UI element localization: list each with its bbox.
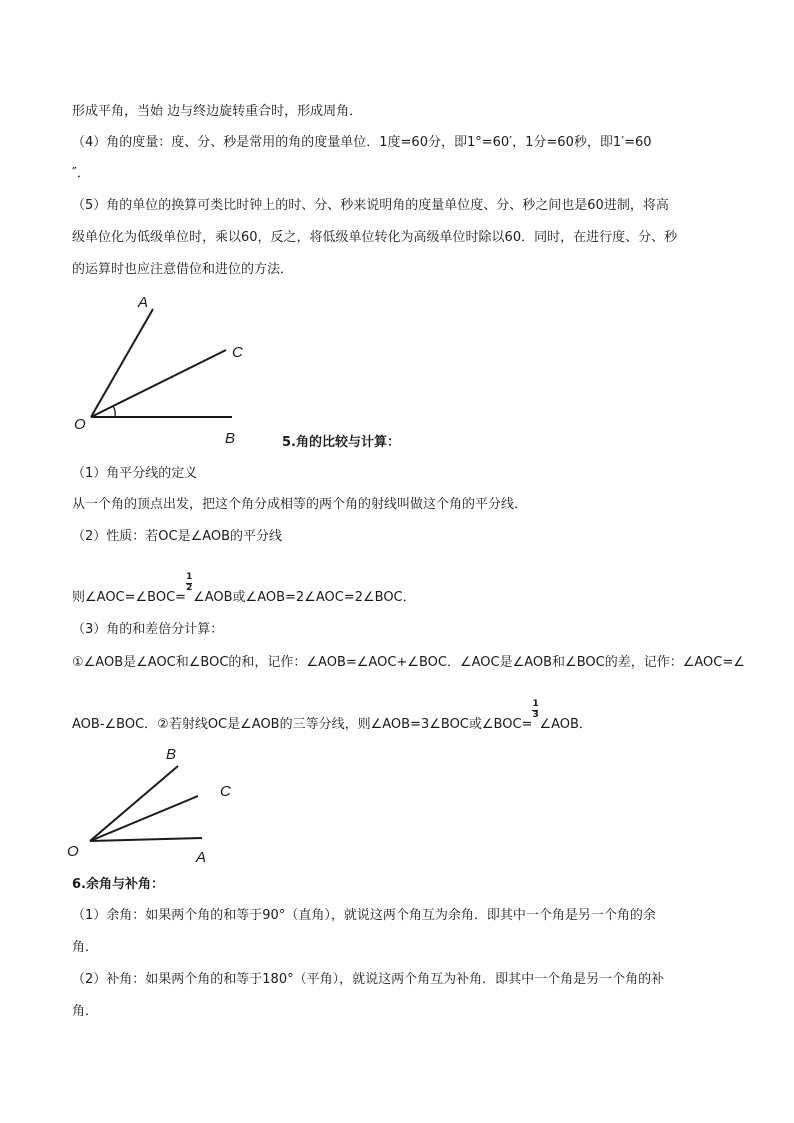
angle-figure-2 xyxy=(67,738,270,868)
angle-figure-1 xyxy=(70,285,270,450)
label-b: B xyxy=(166,746,177,763)
text-line-degree-measure: （4）角的度量：度、分、秒是常用的角的度量单位．1度=60分，即1°=60′，1分=60秒，即1′=60 xyxy=(72,135,652,150)
text-line-bisector-desc: 从一个角的顶点出发，把这个角分成相等的两个角的射线叫做这个角的平分线． xyxy=(72,497,528,512)
label-c: C xyxy=(220,783,231,800)
label-o: O xyxy=(67,843,79,860)
ray-ob xyxy=(90,766,178,841)
section-heading-5: 5.角的比较与计算： xyxy=(282,435,400,450)
text-line-bisector-def: （1）角平分线的定义 xyxy=(72,466,198,481)
text-line-5: 级单位化为低级单位时，乘以60，反之，将低级单位转化为高级单位时除以60．同时，在进行度、分、秒 xyxy=(72,230,678,245)
text-line-bisector-formula: 则∠AOC=∠BOC= $\frac{1}{2}$ ∠AOB或∠AOB=2∠AOC=2∠BOC． xyxy=(72,572,416,605)
text-line-15: 角． xyxy=(72,940,99,955)
text-line-unit-conversion: （5）角的单位的换算可类比时钟上的时、分、秒来说明角的度量单位度、分、秒之间也是60进制，将高 xyxy=(72,198,669,213)
label-o: O xyxy=(74,416,86,433)
label-c: C xyxy=(232,344,243,361)
text-line-supplementary: （2）补角：如果两个角的和等于180°（平角），就说这两个角互为补角．即其中一个角是另一个角的补 xyxy=(72,972,665,987)
text-line-sum-diff-1: ①∠AOB是∠AOC和∠BOC的和，记作：∠AOB=∠AOC+∠BOC．∠AOC是∠AOB和∠BOC的差，记作：∠AOC=∠ xyxy=(72,655,745,670)
text-line-property: （2）性质：若OC是∠AOB的平分线 xyxy=(72,529,283,544)
text-line-complementary: （1）余角：如果两个角的和等于90°（直角），就说这两个角互为余角．即其中一个角是另一个角的余 xyxy=(72,908,656,923)
label-b: B xyxy=(225,430,236,447)
text-line-sum-diff: （3）角的和差倍分计算： xyxy=(72,622,224,637)
section-heading-6: 6.余角与补角： xyxy=(72,877,164,892)
angle-arc xyxy=(113,406,115,417)
label-a: A xyxy=(138,294,149,311)
fraction-one-half: $\frac{1}{2}$ xyxy=(186,572,193,593)
text-line-17: 角． xyxy=(72,1004,99,1019)
text-line-trisector: AOB-∠BOC．②若射线OC是∠AOB的三等分线，则∠AOB=3∠BOC或∠BOC= $\frac{1}{3}$ ∠AOB． xyxy=(72,699,592,732)
text-line-3: ″． xyxy=(72,166,90,181)
label-a: A xyxy=(196,849,207,866)
ray-oc xyxy=(90,796,198,841)
text-line-1: 形成平角，当始 边与终边旋转重合时，形成周角． xyxy=(72,104,363,119)
text-line-6: 的运算时也应注意借位和进位的方法． xyxy=(72,262,294,277)
ray-oa xyxy=(90,838,202,841)
fraction-one-third: $\frac{1}{3}$ xyxy=(532,699,539,720)
